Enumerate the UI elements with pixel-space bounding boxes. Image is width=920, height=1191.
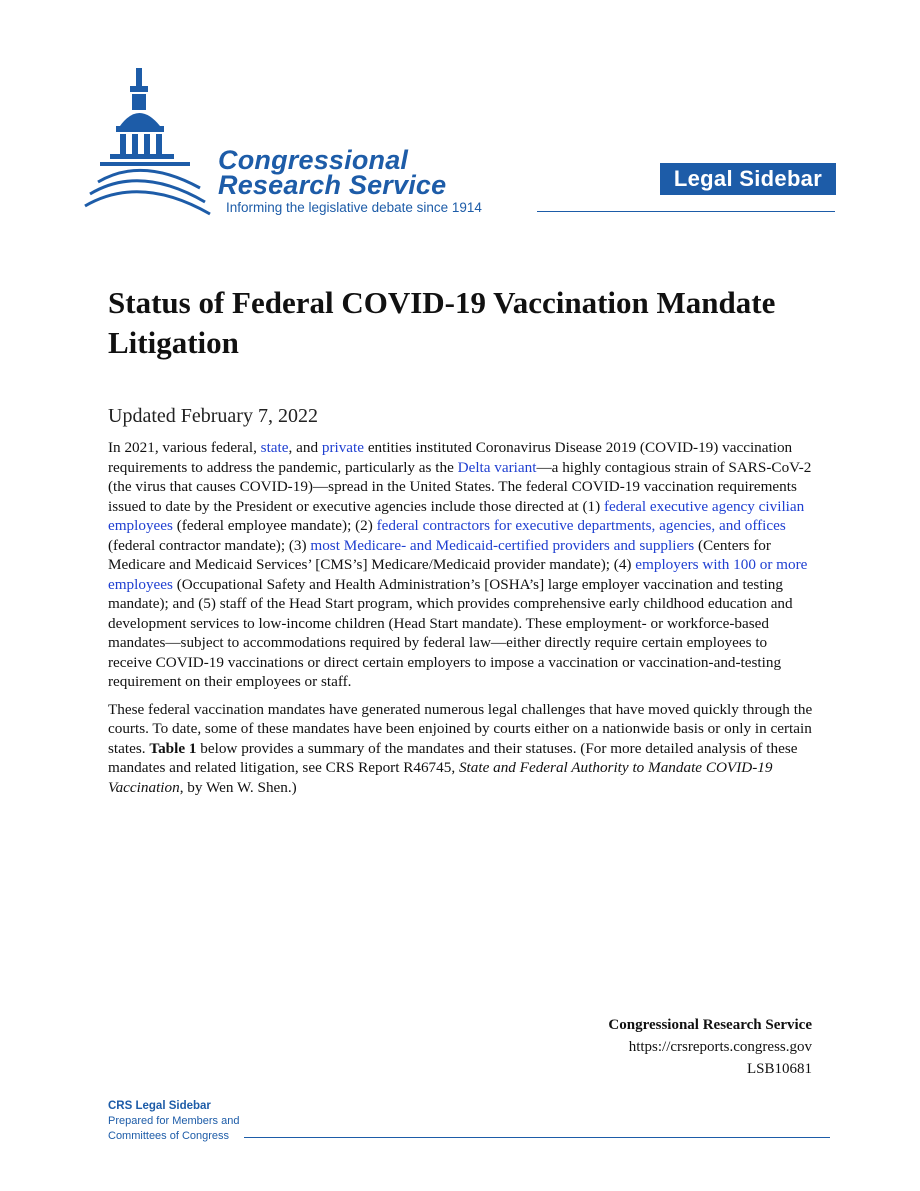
- text-run: These federal vaccination mandates have generated numerous legal challenges that have moved quickly through the courts. To date, some of these mandates have been enjoined by courts either on a nationwide basis or only in certain states.: [108, 700, 813, 757]
- text-run: entities instituted Coronavirus Disease 2019 (COVID-19) vaccination requirements to address the pandemic, particularly as the: [108, 439, 793, 476]
- text-run: (Occupational Safety and Health Administration’s [OSHA’s] large employer vaccination and testing mandate); and (5) staff of the Head Start program, which provides comprehensive early childhood education and development services to low-income children (Head Start mandate). These employment- or workforce-based mandates—subject to accommodations required by federal law—either directly require certain employees to receive COVID-19 vaccinations or direct certain employers to impose a vaccination or vaccination-and-testing requirement on their employees or staff.: [108, 575, 793, 690]
- italic-title: State and Federal Authority to Mandate COVID-19 Vaccination: [108, 759, 773, 796]
- capitol-dome-icon: [80, 64, 220, 224]
- crs-logo: [80, 64, 540, 224]
- footer-url[interactable]: https://crsreports.congress.gov: [628, 1039, 812, 1055]
- text-run: (Centers for Medicare and Medicaid Services’ [CMS’s] Medicare/Medicaid provider mandate); (4): [108, 536, 771, 573]
- bottom-divider: [244, 1137, 830, 1138]
- text-run: , and: [288, 439, 322, 456]
- org-name-line1: Congressional: [218, 145, 409, 175]
- inline-link[interactable]: federal executive agency civilian employees: [108, 497, 805, 534]
- org-tagline: Informing the legislative debate since 1914: [226, 200, 482, 215]
- inline-link[interactable]: private: [321, 439, 365, 456]
- org-name-line2: Research Service: [218, 170, 447, 200]
- inline-link[interactable]: state: [260, 439, 289, 456]
- inline-link[interactable]: employers with 100 or more employees: [108, 556, 808, 593]
- text-run: (federal contractor mandate); (3): [108, 536, 311, 554]
- header-divider: [537, 211, 835, 212]
- legal-sidebar-badge: Legal Sidebar: [660, 163, 836, 195]
- text-run: (federal employee mandate); (2): [172, 517, 377, 534]
- paragraph-intro: [108, 438, 813, 692]
- inline-link[interactable]: most Medicare- and Medicaid-certified providers and suppliers: [310, 536, 695, 554]
- bottom-notice: [108, 1099, 239, 1144]
- inline-link[interactable]: Delta variant: [457, 458, 537, 476]
- bottom-title: CRS Legal Sidebar: [108, 1100, 211, 1112]
- text-run: In 2021, various federal,: [108, 439, 261, 456]
- updated-date: Updated February 7, 2022: [108, 405, 318, 427]
- bottom-line2: Committees of Congress: [108, 1130, 230, 1142]
- report-code: LSB10681: [746, 1061, 812, 1077]
- text-run: —a highly contagious strain of SARS-CoV-2 (the virus that causes COVID-19)—spread in the United States. The federal COVID-19 vaccination requirements issued to date by the President or executive agencies include those directed at (1): [108, 458, 812, 515]
- bold-text: Table 1: [149, 739, 197, 757]
- paragraph-litigation: [108, 700, 813, 798]
- footer-publisher: [608, 1014, 812, 1080]
- text-run: , by Wen W. Shen.): [179, 778, 297, 796]
- inline-link[interactable]: federal contractors for executive departments, agencies, and offices: [376, 517, 786, 534]
- page-title: Status of Federal COVID-19 Vaccination Mandate Litigation: [108, 285, 776, 360]
- footer-org-name: Congressional Research Service: [608, 1017, 812, 1033]
- text-run: below provides a summary of the mandates and their statuses. (For more detailed analysis of these mandates and related litigation, see CRS Report R46745,: [108, 739, 798, 776]
- bottom-line1: Prepared for Members and: [108, 1115, 240, 1127]
- body-text: [108, 438, 813, 805]
